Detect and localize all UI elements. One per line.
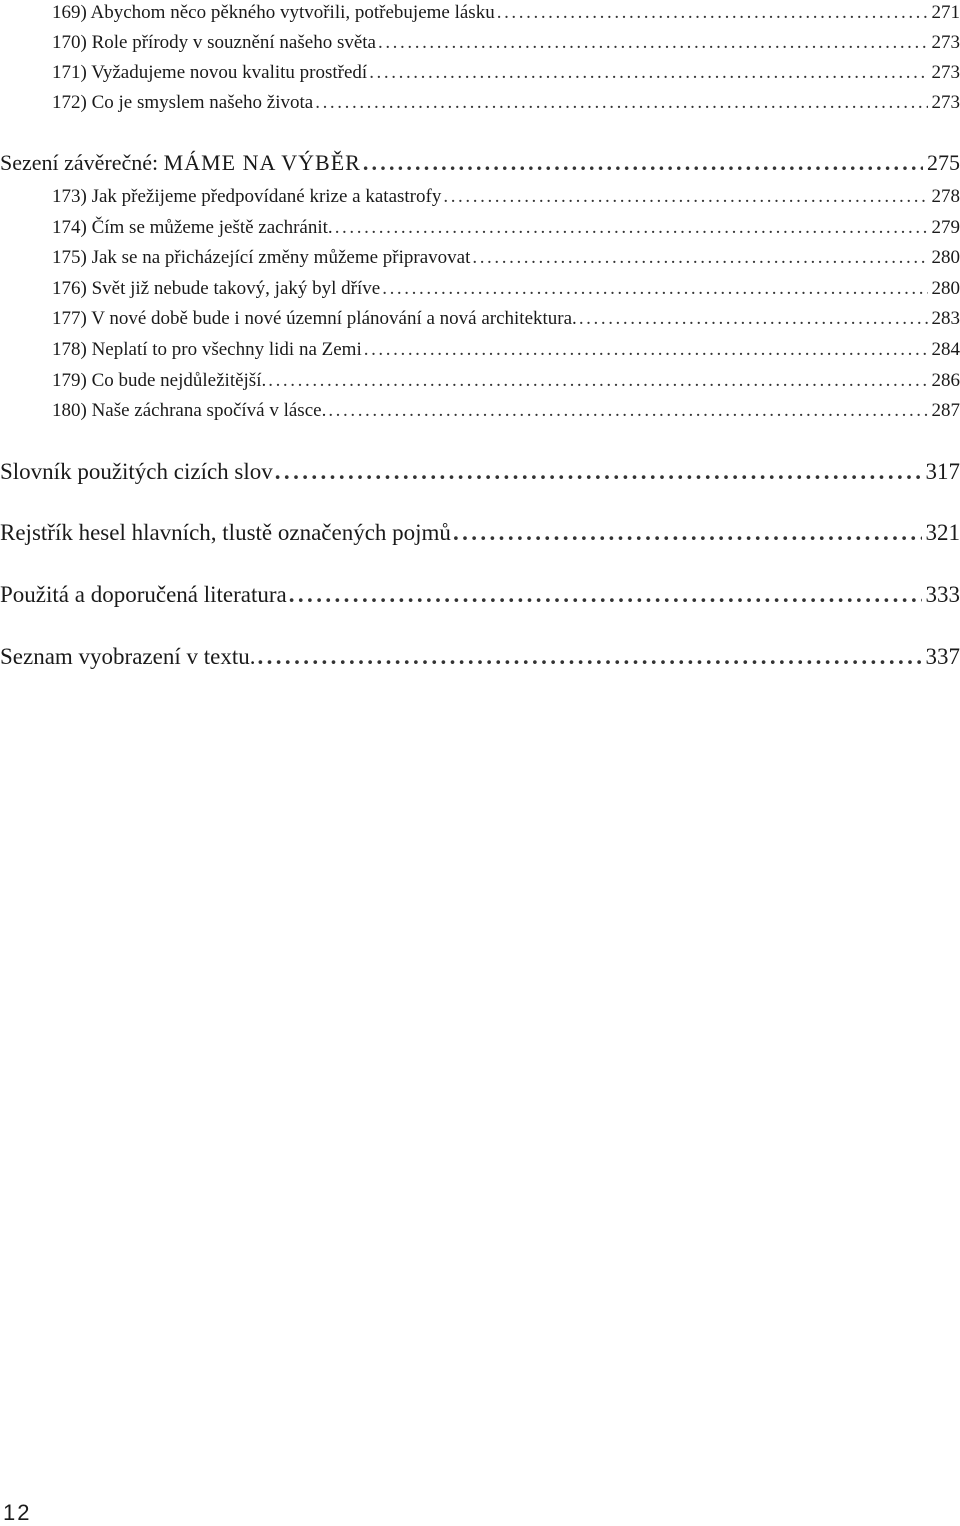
toc-entry-title: 171) Vyžadujeme novou kvalitu prostředí [52, 62, 368, 83]
toc-entry-page: 284 [931, 339, 960, 360]
toc-entry[interactable] [52, 398, 960, 424]
toc-part-title: Použitá a doporučená literatura [0, 582, 287, 607]
dot-leader [378, 30, 928, 56]
toc-entry[interactable] [52, 30, 960, 56]
toc-entry-title: 170) Role přírody v souznění našeho světa [52, 32, 376, 53]
toc-part-title: Slovník použitých cizích slov [0, 459, 273, 484]
dot-leader [289, 579, 922, 611]
toc-entry-title: 176) Svět již nebude takový, jaký byl dříve [52, 278, 381, 299]
toc-section-heading[interactable] [0, 148, 960, 178]
dot-leader [363, 148, 923, 178]
toc-entry-title: 180) Naše záchrana spočívá v lásce. [52, 400, 327, 421]
toc-entry-title: 175) Jak se na přicházející změny můžeme připravovat [52, 247, 471, 268]
toc-entry-page: 273 [931, 62, 960, 83]
toc-entry-title: 173) Jak přežijeme předpovídané krize a katastrofy [52, 186, 442, 207]
toc-entry-page: 287 [931, 400, 960, 421]
section-caps: MÁME NA VÝBĚR [163, 150, 361, 175]
toc-entry-page: 273 [931, 32, 960, 53]
dot-leader [328, 398, 927, 424]
toc-entry-title: 177) V nové době bude i nové územní plánování a nová architektura. [52, 308, 577, 329]
toc-entry-page: 280 [931, 247, 960, 268]
toc-entry[interactable] [52, 245, 960, 271]
toc-entry[interactable] [52, 90, 960, 116]
dot-leader [335, 215, 928, 241]
toc-entry-page: 273 [931, 92, 960, 113]
toc-entry-page: 283 [931, 308, 960, 329]
dot-leader [257, 641, 921, 673]
toc-entry-page: 278 [931, 186, 960, 207]
toc-entry-title: 174) Čím se můžeme ještě zachránit. [52, 217, 333, 238]
page-number: 12 [3, 1500, 32, 1525]
dot-leader [382, 276, 927, 302]
dot-leader [315, 90, 927, 116]
toc-part[interactable] [0, 579, 960, 611]
toc-entry-page: 271 [931, 2, 960, 23]
toc-section-page: 275 [927, 150, 960, 175]
dot-leader [364, 337, 928, 363]
toc-part-page: 333 [925, 582, 960, 607]
toc-part-title: Rejstřík hesel hlavních, tlustě označených pojmů [0, 520, 451, 545]
toc-entry[interactable] [52, 0, 960, 26]
toc-entry[interactable] [52, 337, 960, 363]
dot-leader [275, 456, 922, 488]
dot-leader [579, 306, 928, 332]
dot-leader [268, 368, 927, 394]
toc-entry-page: 280 [931, 278, 960, 299]
toc-entry-title: 169) Abychom něco pěkného vytvořili, potřebujeme lásku [52, 2, 495, 23]
toc-entry-page: 279 [931, 217, 960, 238]
toc-entry-title: 178) Neplatí to pro všechny lidi na Zemi [52, 339, 362, 360]
toc-part-title: Seznam vyobrazení v textu. [0, 644, 256, 669]
toc-entry[interactable] [52, 306, 960, 332]
toc-entry-title: 179) Co bude nejdůležitější. [52, 370, 267, 391]
section-prefix: Sezení závěrečné: [0, 150, 164, 175]
toc-entry[interactable] [52, 276, 960, 302]
toc-entry[interactable] [52, 215, 960, 241]
toc-part[interactable] [0, 456, 960, 488]
toc-section-title [0, 148, 361, 178]
dot-leader [443, 184, 927, 210]
dot-leader [453, 517, 922, 549]
toc-part-page: 321 [925, 520, 960, 545]
toc-part-page: 317 [925, 459, 960, 484]
toc-entry[interactable] [52, 184, 960, 210]
toc-part[interactable] [0, 641, 960, 673]
toc-entry[interactable] [52, 368, 960, 394]
toc-part-page: 337 [925, 644, 960, 669]
toc-entry[interactable] [52, 60, 960, 86]
dot-leader [369, 60, 927, 86]
toc-part[interactable] [0, 517, 960, 549]
toc-entry-title: 172) Co je smyslem našeho života [52, 92, 314, 113]
dot-leader [472, 245, 927, 271]
toc-entry-page: 286 [931, 370, 960, 391]
dot-leader [497, 0, 928, 26]
